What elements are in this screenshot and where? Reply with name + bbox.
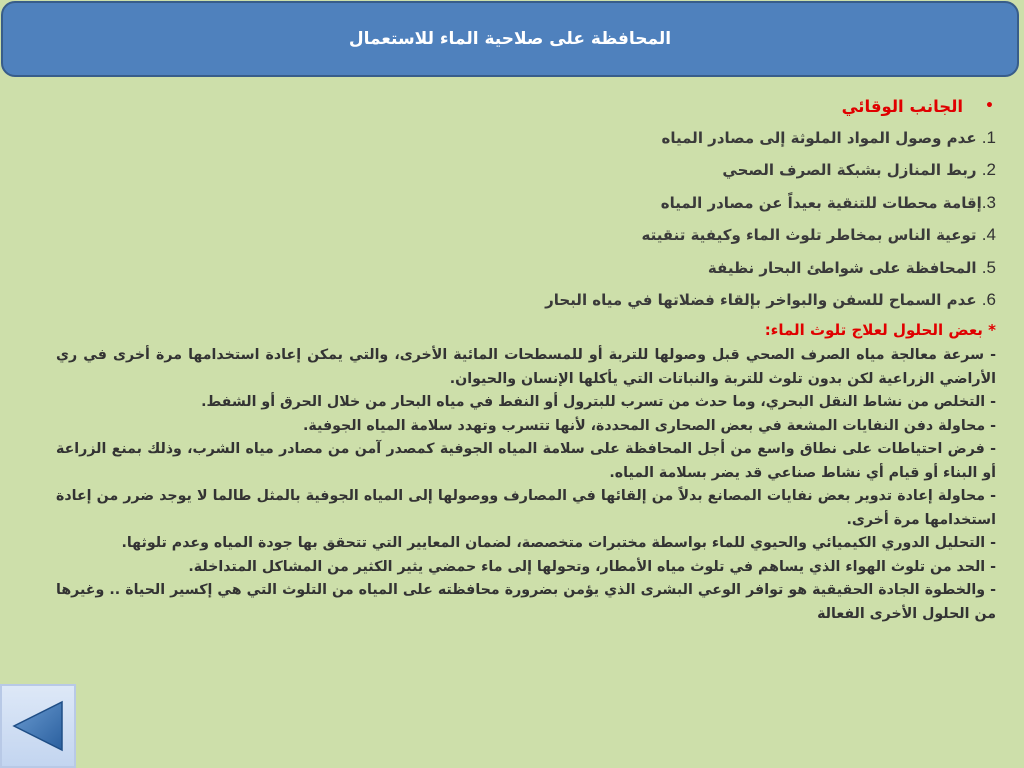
item-text: عدم السماح للسفن والبواخر بإلقاء فضلاتها في مياه البحار <box>545 290 982 309</box>
solutions-heading: * بعض الحلول لعلاج تلوث الماء: <box>764 321 996 340</box>
section-heading-row <box>56 90 996 122</box>
solution-paragraph: - التخلص من نشاط النقل البحري، وما حدث من تسرب للبترول أو النفط في مياه البحار من خلال الحرق أو الشفط. <box>201 394 996 411</box>
item-text: المحافظة على شواطئ البحار نظيفة <box>707 258 982 277</box>
list-item <box>56 284 996 316</box>
solution-paragraph: - محاولة دفن النفايات المشعة في بعض الصحارى المحددة، لأنها تتسرب وتهدد سلامة المياه الجوفية. <box>303 417 996 434</box>
item-number: 1. <box>981 128 996 147</box>
item-number: 4. <box>981 225 996 245</box>
slide-content <box>56 90 996 626</box>
solution-paragraph: - فرض احتياطات على نطاق واسع من أجل المحافظة على سلامة المياه الجوفية كمصدر آمن من مصادر مياه الشرب، وذلك بمنع الزراعة أو البناء أو قيام أي نشاط صناعي قد يضر بسلامة المياه. <box>56 441 996 481</box>
item-number: 2. <box>981 160 996 180</box>
solution-paragraph: - محاولة إعادة تدوير بعض نفايات المصانع بدلاً من إلقائها في المصارف ووصولها إلى المياه الجوفية بالمثل طالما لا يوجد ضرر من إعادة استخدامها مرة أخرى. <box>56 488 996 528</box>
list-item <box>56 252 996 284</box>
item-number: 3. <box>981 192 996 212</box>
item-number: 6. <box>981 289 996 309</box>
back-button[interactable] <box>0 684 76 768</box>
list-item <box>56 187 996 219</box>
solution-paragraph: - الحد من تلوث الهواء الذي يساهم في تلوث مياه الأمطار، وتحولها إلى ماء حمضي يثير الكثير من المشاكل المتداخلة. <box>188 558 996 575</box>
item-text: عدم وصول المواد الملوثة إلى مصادر المياه <box>661 129 982 147</box>
list-item <box>56 122 996 154</box>
solution-paragraph: - التحليل الدوري الكيميائي والحيوي للماء بواسطة مختبرات متخصصة، لضمان المعايير التي تتحقق بها جودة المياه وعدم تلوثها. <box>121 535 996 552</box>
page-title: المحافظة على صلاحية الماء للاستعمال <box>348 29 672 49</box>
item-text: إقامة محطات للتنقية بعيداً عن مصادر المياه <box>660 193 982 212</box>
solutions-list <box>56 344 996 626</box>
back-arrow-icon <box>8 696 68 756</box>
item-text: ربط المنازل بشبكة الصرف الصحي <box>722 161 982 180</box>
list-item <box>56 219 996 251</box>
item-number: 5. <box>981 257 996 277</box>
item-text: توعية الناس بمخاطر تلوث الماء وكيفية تنقيته <box>641 226 982 245</box>
preventive-list <box>56 122 996 316</box>
list-item <box>56 154 996 186</box>
section-heading: الجانب الوقائي <box>841 96 964 116</box>
bullet-icon: • <box>985 98 994 114</box>
title-banner <box>1 1 1019 77</box>
solution-paragraph: - سرعة معالجة مياه الصرف الصحي قبل وصولها للتربة أو للمسطحات المائية الأخرى، والتي يمكن إعادة استخدامها مرة أخرى في ري الأراضي الزراعية لكن بدون تلوث للتربة والنباتات التي يأكلها الإنسان والحيوان. <box>56 347 996 387</box>
solution-paragraph: - والخطوة الجادة الحقيقية هو توافر الوعي البشرى الذي يؤمن بضرورة محافظته على المياه من التلوث التي هي إكسير الحياة .. وغيرها من الحلول الأخرى الفعالة <box>56 582 996 622</box>
